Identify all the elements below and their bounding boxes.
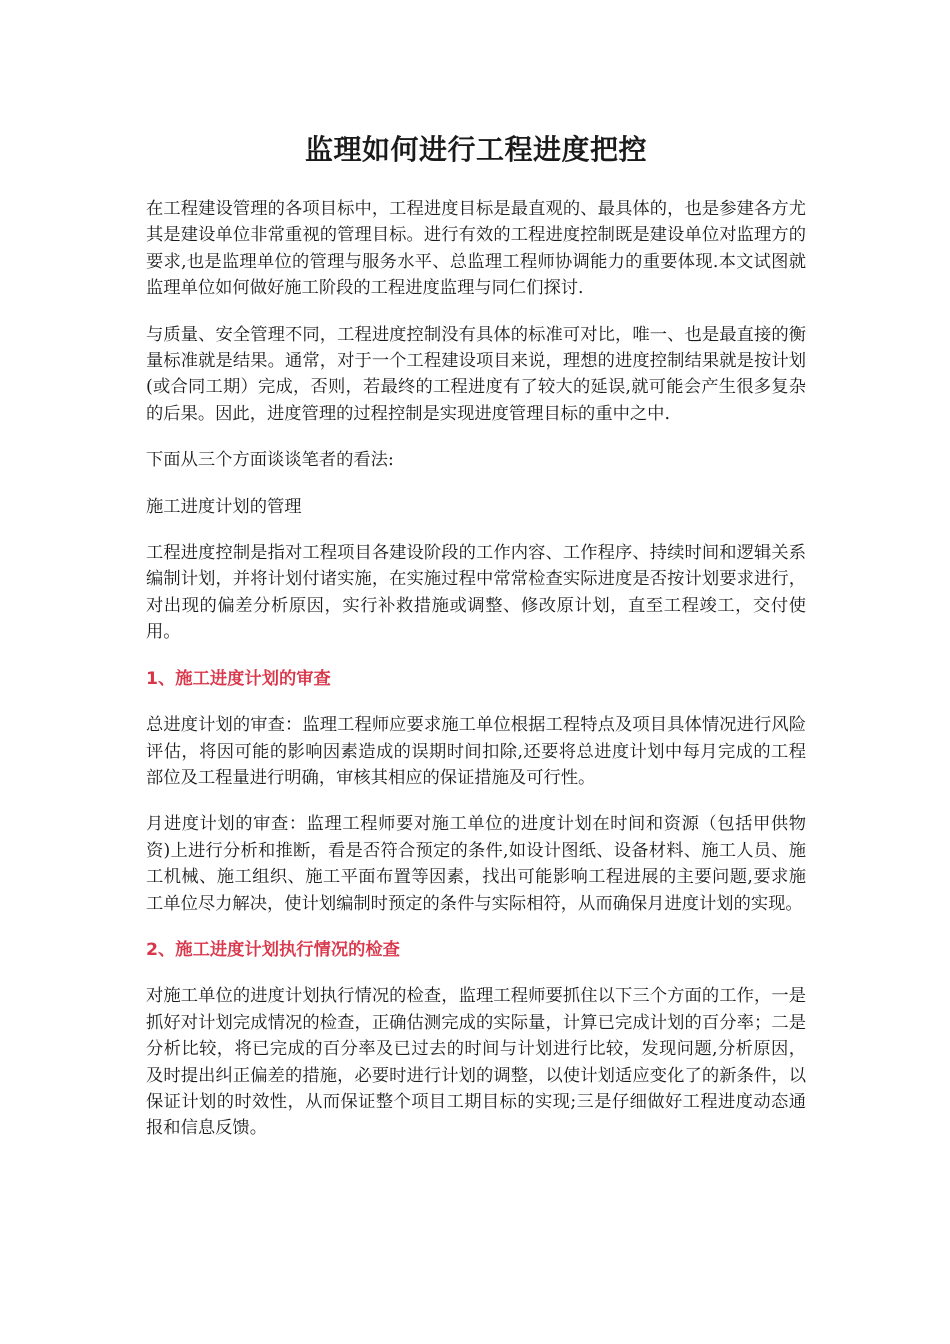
paragraph-execution-check: 对施工单位的进度计划执行情况的检查，监理工程师要抓住以下三个方面的工作，一是抓好对计划完成情况的检查，正确估测完成的实际量，计算已完成计划的百分率；二是分析比较，将已完成的百分率及已过去的时间与计划进行比较，发现问题,分析原因，及时提出纠正偏差的措施，必要时进行计划的调整，以使计划适应变化了的新条件，以保证计划的时效性，从而保证整个项目工期目标的实现;三是仔细做好工程进度动态通报和信息反馈。	[146, 986, 806, 1139]
paragraph-definition: 工程进度控制是指对工程项目各建设阶段的工作内容、工作程序、持续时间和逻辑关系编制计划，并将计划付诸实施，在实施过程中常常检查实际进度是否按计划要求进行，对出现的偏差分析原因，实行补救措施或调整、修改原计划，直至工程竣工，交付使用。	[146, 543, 806, 643]
heading-plan-review: 1、施工进度计划的审查	[146, 668, 331, 689]
paragraph-master-plan-review: 总进度计划的审查：监理工程师应要求施工单位根据工程特点及项目具体情况进行风险评估，将因可能的影响因素造成的误期时间扣除,还要将总进度计划中每月完成的工程部位及工程量进行明确，审核其相应的保证措施及可行性。	[146, 715, 806, 788]
section-title-plan-management: 施工进度计划的管理	[146, 496, 302, 517]
paragraph-outline: 下面从三个方面谈谈笔者的看法:	[146, 450, 394, 471]
document-title: 监理如何进行工程进度把控	[304, 133, 647, 166]
paragraph-intro: 在工程建设管理的各项目标中，工程进度目标是最直观的、最具体的，也是参建各方尤其是建设单位非常重视的管理目标。进行有效的工程进度控制既是建设单位对监理方的要求,也是监理单位的管理与服务水平、总监理工程师协调能力的重要体现.本文试图就监理单位如何做好施工阶段的工程进度监理与同仁们探讨.	[146, 199, 806, 299]
document-page	[146, 130, 806, 1162]
heading-execution-check: 2、施工进度计划执行情况的检查	[146, 939, 400, 960]
paragraph-monthly-plan-review: 月进度计划的审查：监理工程师要对施工单位的进度计划在时间和资源（包括甲供物资)上进行分析和推断，看是否符合预定的条件,如设计图纸、设备材料、施工人员、施工机械、施工组织、施工平面布置等因素，找出可能影响工程进展的主要问题,要求施工单位尽力解决，使计划编制时预定的条件与实际相符，从而确保月进度计划的实现。	[146, 814, 806, 914]
paragraph-context: 与质量、安全管理不同，工程进度控制没有具体的标准可对比，唯一、也是最直接的衡量标准就是结果。通常，对于一个工程建设项目来说，理想的进度控制结果就是按计划(或合同工期）完成，否则，若最终的工程进度有了较大的延误,就可能会产生很多复杂的后果。因此，进度管理的过程控制是实现进度管理目标的重中之中.	[146, 324, 806, 424]
